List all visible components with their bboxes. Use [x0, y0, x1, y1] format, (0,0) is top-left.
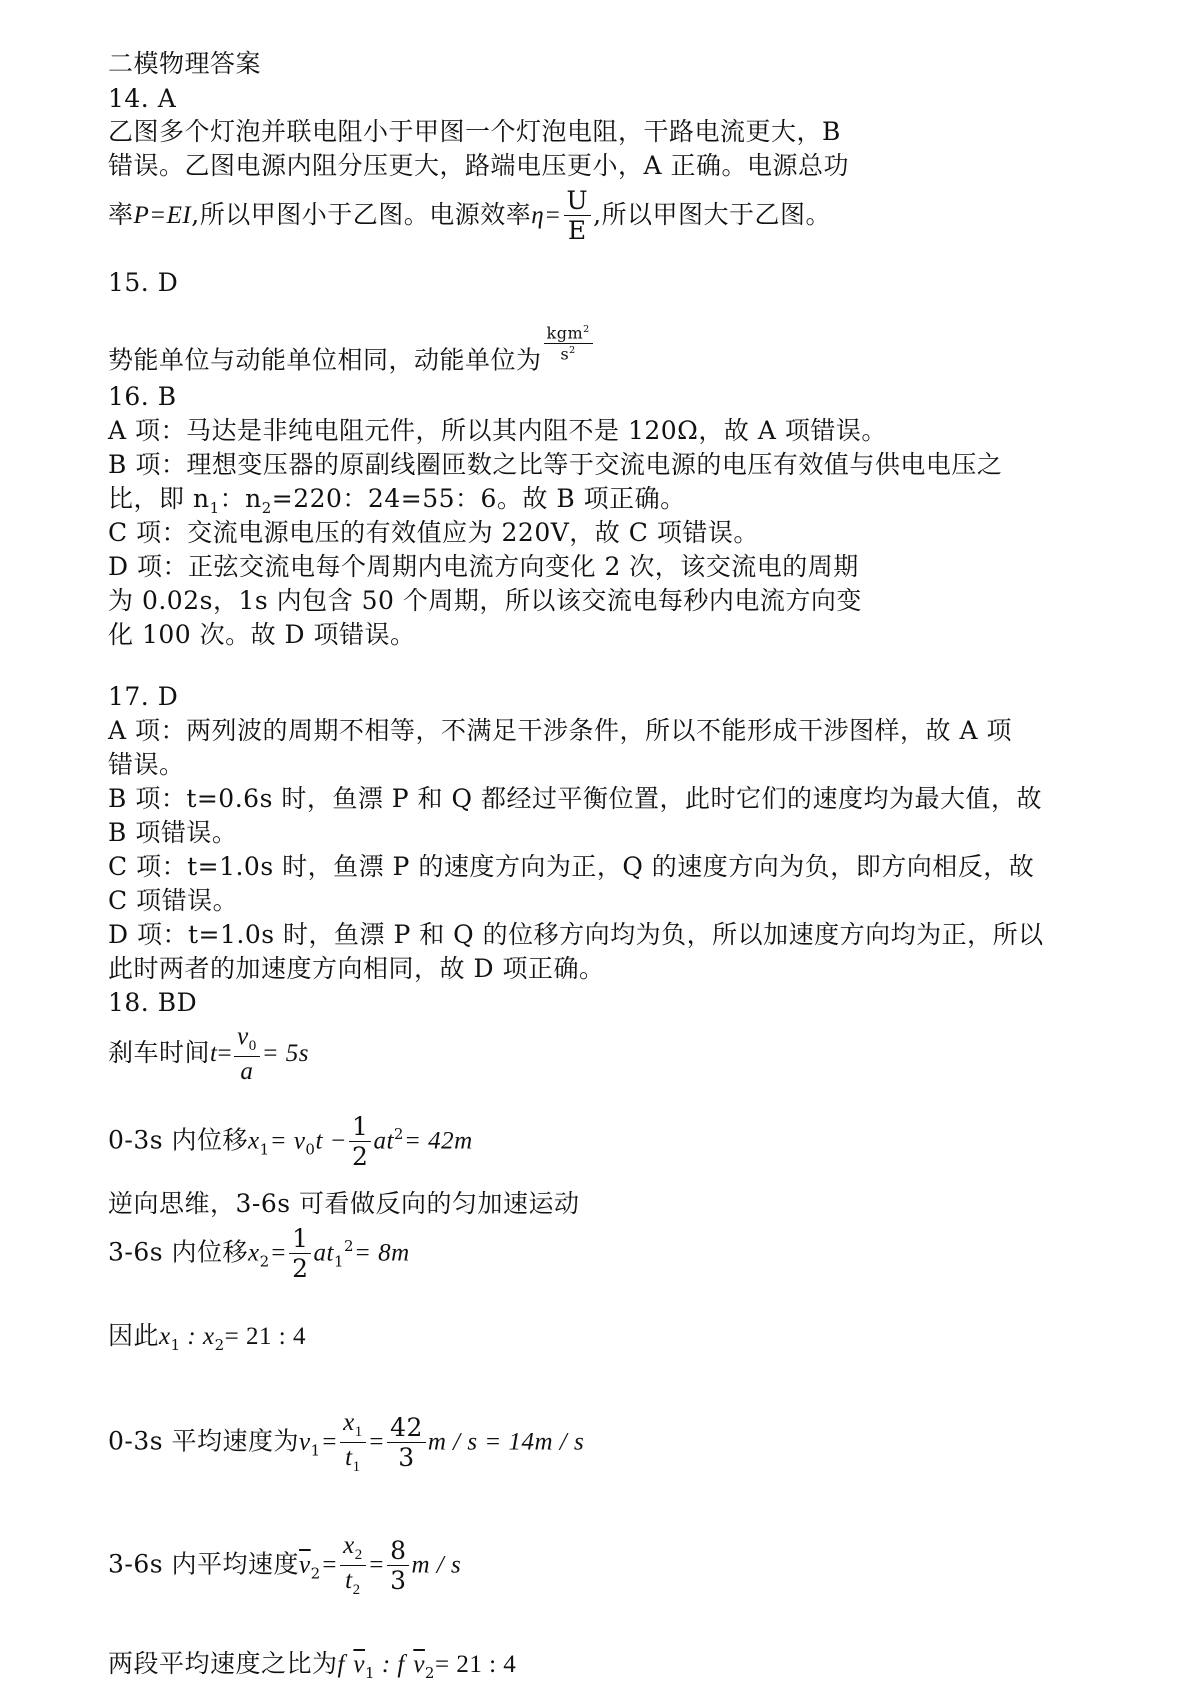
q18-l8-colon: :	[375, 1651, 398, 1678]
q18-l4-half-num: 1	[289, 1226, 311, 1254]
q18-l6-eq2: =	[367, 1428, 386, 1456]
q17-number: 17. D	[108, 682, 179, 711]
q14-line-3	[108, 188, 831, 245]
q18-l5-x1: x	[159, 1323, 171, 1350]
q17-option-c-1: C 项：t=1.0s 时，鱼漂 P 的速度方向为正，Q 的速度方向为负，即方向相反，故	[108, 852, 1035, 881]
q14-line3-a: 率	[108, 199, 134, 229]
q16-b2-sub2: 2	[261, 499, 272, 517]
q18-l6-n1-x: x	[343, 1409, 355, 1436]
q18-l1-t: t	[210, 1040, 218, 1067]
q18-l4-eq: =	[269, 1239, 288, 1267]
efficiency-numerator: U	[564, 188, 592, 216]
unit-denominator	[544, 344, 593, 363]
q18-velocity-ratio	[108, 1647, 516, 1690]
q18-l7-d1-sub: 2	[352, 1581, 361, 1598]
q18-l7-d2: 3	[390, 1565, 407, 1595]
q14-line3-b: ,所以甲图小于乙图。电源效率	[191, 199, 532, 229]
q18-l7-n1-x: x	[343, 1532, 355, 1559]
q18-l8-text: 两段平均速度之比为	[108, 1649, 338, 1678]
q18-l2-half-den: 2	[352, 1141, 369, 1171]
q18-l8-f1: f	[337, 1651, 345, 1678]
q18-l1-text: 刹车时间	[108, 1038, 211, 1067]
q17-option-d-2: 此时两者的加速度方向相同，故 D 项正确。	[108, 954, 605, 983]
q16-b2-sub1: 1	[209, 499, 220, 517]
q16-option-d-1: D 项：正弦交流电每个周期内电流方向变化 2 次，该交流电的周期	[108, 552, 859, 581]
q18-l6-d1-t: t	[345, 1443, 353, 1471]
q18-l1-den: a	[240, 1057, 254, 1085]
q17-option-b-1: B 项：t=0.6s 时，鱼漂 P 和 Q 都经过平衡位置，此时它们的速度均为最大值，故	[108, 784, 1042, 813]
q18-l4-result: = 8m	[354, 1239, 410, 1267]
q18-reverse-thinking: 逆向思维，3-6s 可看做反向的匀加速运动	[108, 1189, 580, 1218]
q18-l7-eq2: =	[367, 1551, 386, 1579]
q18-l4-at: at	[313, 1239, 334, 1267]
q16-b2-b: ：n	[219, 484, 262, 513]
q18-braking-time	[108, 1024, 309, 1085]
q18-l2-text: 0-3s 内位移	[108, 1125, 249, 1155]
q18-l1-num	[234, 1024, 260, 1057]
q15-text: 势能单位与动能单位相同，动能单位为	[108, 345, 542, 375]
q18-l4-text: 3-6s 内位移	[108, 1237, 249, 1267]
q18-l2-at: at	[373, 1127, 394, 1155]
q18-l5-x1-sub: 1	[170, 1336, 181, 1354]
q16-option-d-2: 为 0.02s，1s 内包含 50 个周期，所以该交流电每秒内电流方向变	[108, 586, 862, 615]
q18-avg-velocity-0-3s	[108, 1410, 584, 1476]
power-formula: P=EI	[133, 201, 192, 229]
q18-number: 18. BD	[108, 988, 198, 1017]
q18-l8-v1: $\overline{v}$	[353, 1651, 366, 1678]
unit-numerator	[544, 325, 593, 344]
q18-l4-x: x	[248, 1239, 260, 1267]
q18-l6-eq: =	[320, 1428, 339, 1456]
q14-line3-c: ,所以甲图大于乙图。	[593, 199, 832, 229]
document-title: 二模物理答案	[108, 49, 262, 78]
q18-l7-d1-t: t	[345, 1566, 353, 1594]
q18-l6-n2: 42	[387, 1415, 426, 1443]
q18-l8-v2: $\overline{v}$	[413, 1651, 425, 1678]
q18-l2-x-sub: 1	[259, 1140, 270, 1159]
q18-l5-x2: x	[203, 1323, 215, 1350]
unit-den-exp: 2	[569, 345, 576, 357]
q18-l2-half-num: 1	[349, 1114, 371, 1142]
q18-l1-num-v: v	[237, 1023, 249, 1050]
q18-l7-v: $\overline{v}$	[299, 1551, 311, 1579]
q17-option-a-2: 错误。	[108, 750, 185, 779]
q16-b2-c: =220：24=55：6。故 B 项正确。	[271, 484, 686, 513]
q18-l6-d1-sub: 1	[352, 1458, 361, 1475]
efficiency-denominator: E	[567, 216, 587, 246]
q18-l8-v2-sub: 2	[424, 1664, 435, 1682]
q18-l7-n1	[340, 1533, 366, 1566]
q18-l6-n1	[340, 1410, 366, 1443]
q18-l4-half-den: 2	[292, 1253, 309, 1283]
q15-number: 15. D	[108, 268, 179, 297]
q18-l8-f2: f	[397, 1651, 405, 1678]
q18-displacement-3-6s	[108, 1222, 410, 1285]
q17-option-b-2: B 项错误。	[108, 818, 238, 847]
q17-option-d-1: D 项：t=1.0s 时，鱼漂 P 和 Q 的位移方向均为负，所以加速度方向均为正，所以	[108, 920, 1044, 949]
q18-displacement-0-3s	[108, 1110, 473, 1173]
q18-l7-n1-sub: 2	[354, 1547, 363, 1563]
q18-l2-t: t −	[315, 1127, 348, 1155]
q18-l7-frac1	[340, 1533, 366, 1599]
q18-l6-v-sub: 1	[310, 1441, 321, 1460]
q18-l6-result: m / s = 14m / s	[427, 1428, 585, 1456]
q18-l6-n1-sub: 1	[354, 1424, 363, 1440]
q18-l7-eq: =	[320, 1551, 339, 1579]
q18-l5-text: 因此	[108, 1321, 160, 1350]
q18-l7-n2: 8	[387, 1538, 409, 1566]
unit-num-base: kgm	[546, 323, 584, 343]
q18-l5-colon: :	[180, 1323, 203, 1350]
q18-l8-result: = 21 : 4	[434, 1651, 517, 1678]
q18-l2-result: = 42m	[403, 1127, 473, 1155]
q18-avg-velocity-3-6s	[108, 1533, 461, 1599]
q18-l7-frac2	[387, 1535, 409, 1595]
q18-l7-text: 3-6s 内平均速度	[108, 1549, 300, 1579]
q18-l7-v-sub: 2	[310, 1564, 321, 1583]
q16-option-b-1: B 项：理想变压器的原副线圈匝数之比等于交流电源的电压有效值与供电电压之	[108, 450, 1003, 479]
kinetic-energy-unit	[544, 325, 593, 363]
q18-l7-result: m / s	[411, 1551, 462, 1579]
q18-l2-mid-sub: 0	[305, 1140, 316, 1159]
q18-l1-result: = 5s	[261, 1040, 310, 1067]
q18-l6-frac2	[387, 1412, 426, 1472]
q17-option-c-2: C 项错误。	[108, 886, 239, 915]
q18-l6-d2: 3	[398, 1442, 415, 1472]
q16-option-c: C 项：交流电源电压的有效值应为 220V，故 C 项错误。	[108, 518, 759, 547]
q18-l1-eq: =	[217, 1040, 233, 1067]
q14-number: 14. A	[108, 84, 177, 113]
eta-symbol: η=	[531, 201, 562, 229]
q18-l2-at-sup: 2	[393, 1125, 404, 1143]
q18-l8-v1-sub: 1	[365, 1664, 376, 1682]
q18-l5-result: = 21 : 4	[224, 1323, 306, 1350]
q18-l6-d1	[340, 1443, 366, 1476]
q16-option-d-3: 化 100 次。故 D 项错误。	[108, 620, 416, 649]
q18-l4-at-sup: 2	[343, 1237, 355, 1255]
q16-number: 16. B	[108, 382, 177, 411]
q15-line-1	[108, 325, 595, 377]
q16-b2-a: 比，即 n	[108, 484, 210, 513]
q14-line-2: 错误。乙图电源内阻分压更大，路端电压更小，A 正确。电源总功	[108, 151, 850, 180]
q18-l6-v: v	[299, 1428, 311, 1456]
q14-line-1: 乙图多个灯泡并联电阻小于甲图一个灯泡电阻，干路电流更大，B	[108, 117, 841, 146]
q18-l7-d1	[340, 1566, 366, 1599]
q18-l5-x2-sub: 2	[214, 1336, 225, 1354]
efficiency-fraction	[564, 188, 592, 245]
q18-l2-mid: = v	[269, 1127, 306, 1155]
q18-l6-text: 0-3s 平均速度为	[108, 1426, 300, 1456]
q18-l1-num-sub: 0	[248, 1038, 257, 1054]
unit-den-base: s	[560, 344, 570, 364]
q18-l4-x-sub: 2	[259, 1252, 270, 1271]
q18-l1-fraction	[234, 1024, 260, 1085]
q18-l4-half	[289, 1223, 311, 1283]
unit-num-exp: 2	[583, 324, 590, 335]
q18-l4-at-sub: 1	[333, 1252, 344, 1271]
q16-option-a: A 项：马达是非纯电阻元件，所以其内阻不是 120Ω，故 A 项错误。	[108, 416, 887, 445]
q18-displacement-ratio	[108, 1319, 306, 1362]
q17-option-a-1: A 项：两列波的周期不相等，不满足干涉条件，所以不能形成干涉图样，故 A 项	[108, 716, 1012, 745]
q18-l6-frac1	[340, 1410, 366, 1476]
q18-l2-x: x	[248, 1127, 260, 1155]
q18-l2-half	[349, 1111, 371, 1171]
